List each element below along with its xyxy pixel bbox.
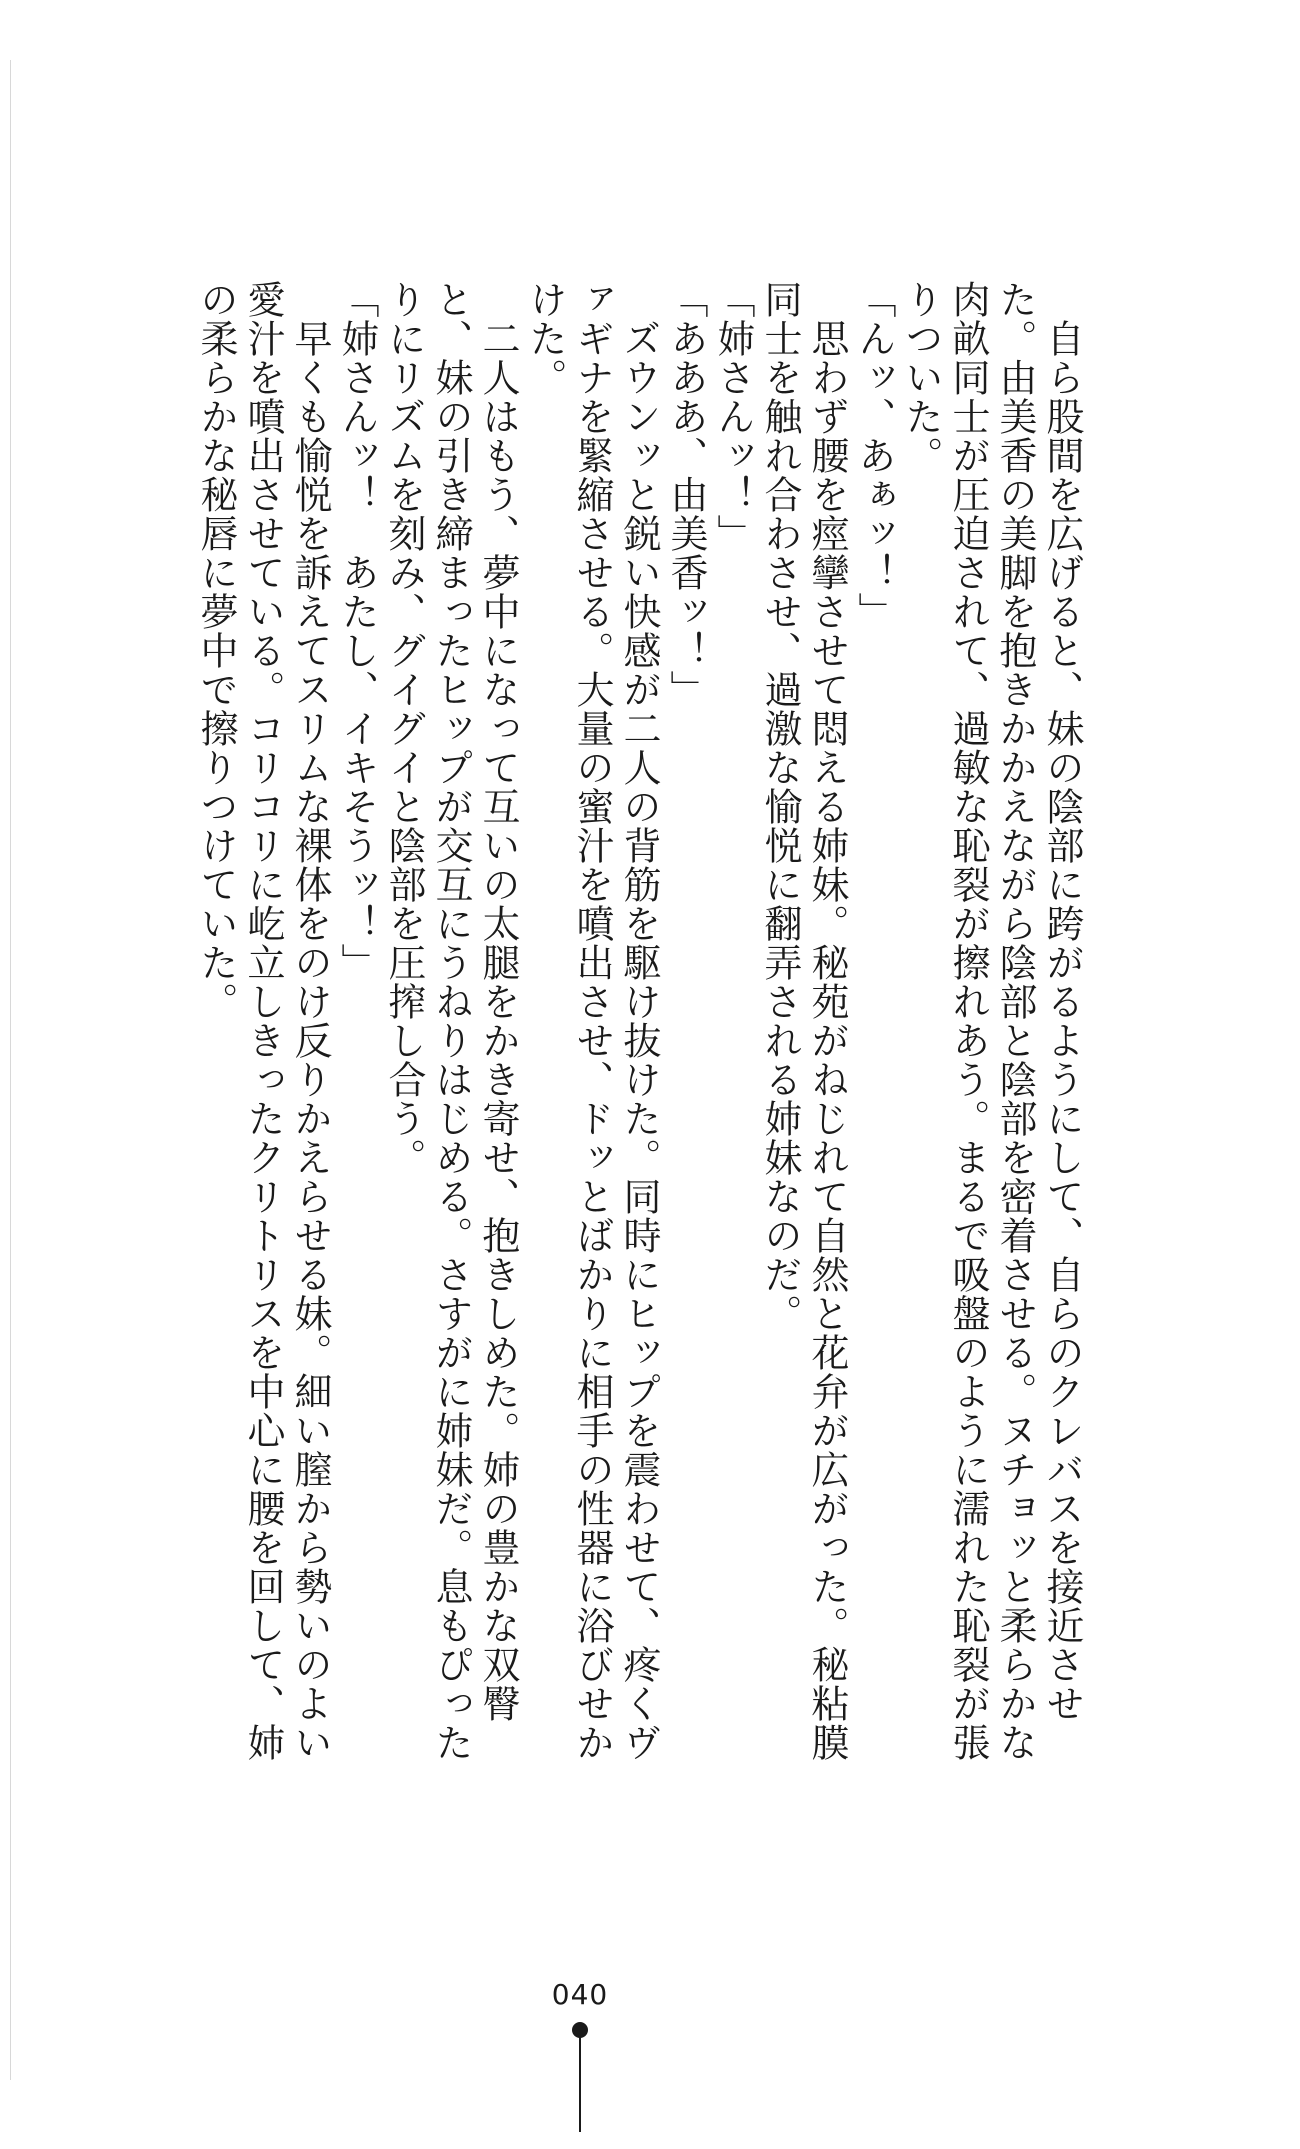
dialogue-line: 「んッ、あぁッ！」: [852, 280, 896, 631]
paragraph: 自ら股間を広げると、妹の陰部に跨がるようにして、自らのクレバスを接近させた。由美香の美脚を抱きかかえながら陰部と陰部を密着させる。ヌチョッと柔らかな肉畝同士が圧迫されて、過敏な恥裂が擦れあう。まるで吸盤のように濡れた恥裂が張りついた。: [899, 280, 1084, 1762]
vertical-body-text: [192, 280, 1085, 1800]
page-edge-line: [10, 60, 11, 2080]
marker-stem: [579, 2036, 581, 2132]
page-number: 040: [551, 1978, 609, 2011]
paragraph: ズウンッと鋭い快感が二人の背筋を駆け抜けた。同時にヒップを震わせて、疼くヴァギナを緊縮させる。大量の蜜汁を噴出させ、ドッとばかりに相手の性器に浴びせかけた。: [523, 280, 661, 1762]
dialogue-line: 「姉さんッ！」: [711, 280, 755, 553]
paragraph: 思わず腰を痙攣させて悶える姉妹。秘苑がねじれて自然と花弁が広がった。秘粘膜同士を触れ合わさせ、過激な愉悦に翻弄される姉妹なのだ。: [758, 280, 849, 1762]
dialogue-line: 「姉さんッ！ あたし、イキそうッ！」: [335, 280, 379, 982]
dialogue-line: 「あああ、由美香ッ！」: [664, 280, 708, 709]
paragraph: 早くも愉悦を訴えてスリムな裸体をのけ反りかえらせる妹。細い膣から勢いのよい愛汁を噴出させている。コリコリに屹立しきったクリトリスを中心に腰を回して、姉の柔らかな秘唇に夢中で擦りつけていた。: [194, 280, 332, 1762]
page-marker-icon: [572, 2022, 588, 2132]
paragraph: 二人はもう、夢中になって互いの太腿をかき寄せ、抱きしめた。姉の豊かな双臀と、妹の引き締まったヒップが交互にうねりはじめる。さすがに姉妹だ。息もぴったりにリズムを刻み、グイグイと陰部を圧搾し合う。: [382, 280, 520, 1762]
